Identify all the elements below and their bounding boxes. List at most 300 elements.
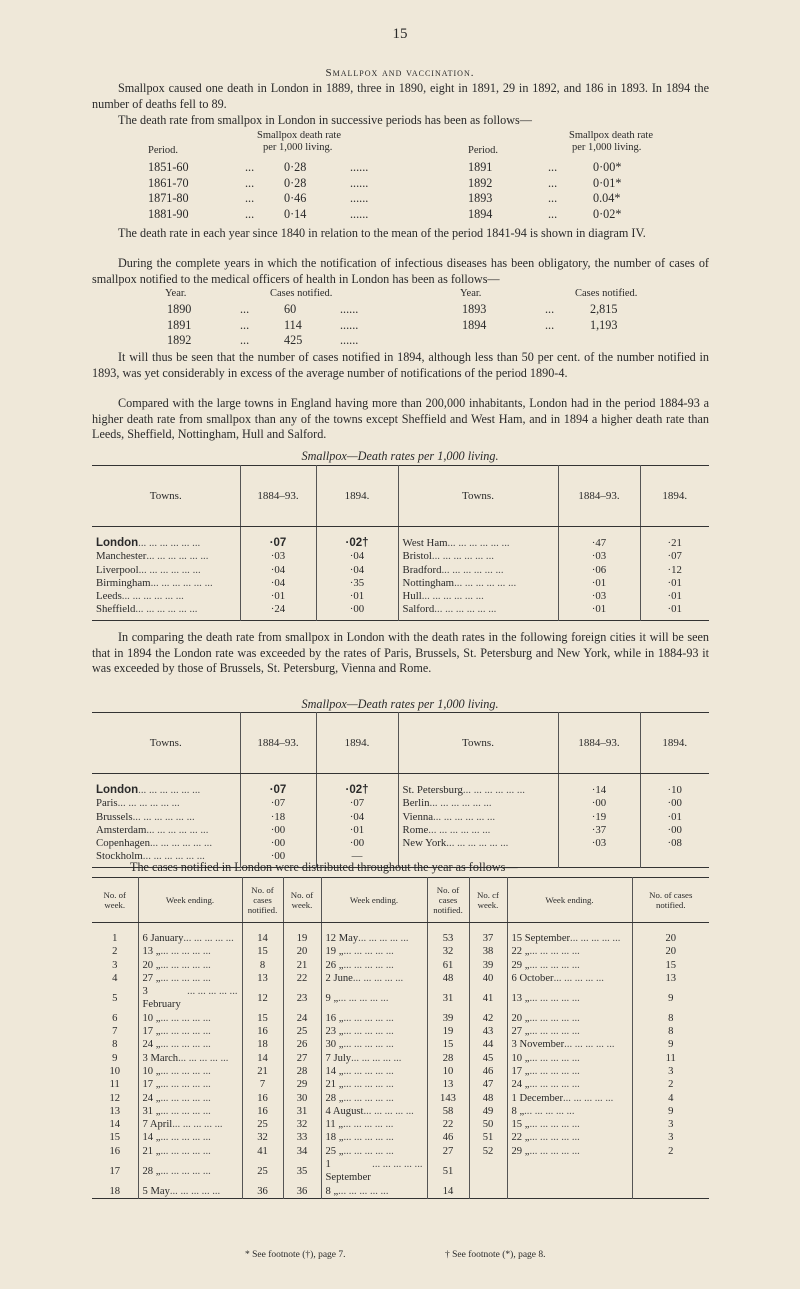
week-ending: 26 „ [325, 959, 344, 971]
rate-period: 1851-60 [148, 160, 189, 174]
leader-dots: ... ... ... ... ... [343, 1145, 394, 1157]
week-ending: 27 „ [142, 972, 161, 984]
weekly-header-no-3: No. cf week. [469, 878, 507, 923]
week-number: 19 [283, 923, 321, 946]
rate-1894: ·00 [667, 797, 682, 810]
week-number: 37 [469, 923, 507, 946]
week-number: 10 [92, 1065, 138, 1078]
week-number: 1 [92, 923, 138, 946]
column-header: 1894. [640, 466, 709, 527]
week-ending: 1 September [325, 1159, 371, 1184]
week-number: 24 [283, 1012, 321, 1025]
rate-col-rate-3: Smallpox death rate [569, 130, 653, 141]
rate-1884-93: ·07 [240, 774, 316, 798]
week-ending: 31 „ [142, 1105, 161, 1117]
week-number: 14 [92, 1118, 138, 1131]
cases-notified: 10 [427, 1065, 469, 1078]
leader-dots: ... ... ... ... ... [338, 1185, 389, 1197]
leader-dots: ... ... ... ... ... [343, 1119, 394, 1131]
cases-year: 1894 [462, 317, 487, 332]
leader-dots: ... ... ... ... ... ... [428, 823, 491, 836]
week-ending-cell [507, 1092, 632, 1105]
town-name: Paris [96, 797, 118, 810]
week-ending-cell [321, 923, 427, 946]
week-ending-cell [507, 1038, 632, 1051]
rate-1884-93: ·14 [558, 774, 640, 798]
table-row [92, 1052, 709, 1065]
week-ending-cell [321, 1052, 427, 1065]
week-ending-cell [321, 1185, 427, 1199]
cases-notified: 2 [668, 1145, 674, 1157]
cases-notified: 2 [668, 1079, 674, 1091]
cases-notified: 20 [665, 933, 677, 944]
rate-value: 0·28 [284, 160, 307, 174]
rate-1884-93: ·03 [240, 550, 316, 563]
town-cell [92, 811, 240, 824]
leader-dots: ... ... ... ... ... ... [142, 850, 205, 863]
leader-dots: ... [545, 317, 555, 332]
week-ending-cell [321, 945, 427, 958]
week-ending: 8 „ [511, 1105, 525, 1117]
town-name: Salford [402, 603, 435, 616]
week-ending-cell [321, 1158, 427, 1185]
cases-notified: 28 [427, 1052, 469, 1065]
week-ending: 6 October [511, 972, 554, 984]
week-number: 28 [283, 1065, 321, 1078]
week-ending: 14 „ [325, 1065, 344, 1077]
week-number: 34 [283, 1145, 321, 1158]
week-number: 7 [92, 1025, 138, 1038]
leader-dots: ... [245, 206, 255, 221]
rate-1894: ·00 [667, 823, 682, 836]
week-ending-cell [321, 1131, 427, 1144]
table-row [92, 590, 709, 603]
week-ending-cell [321, 1118, 427, 1131]
cases-notified: 32 [242, 1131, 283, 1144]
week-ending-cell [321, 1025, 427, 1038]
leader-dots: ... [240, 317, 250, 332]
week-number: 3 [92, 959, 138, 972]
weekly-header-cases-2: No. of cases notified. [427, 878, 469, 923]
leader-dots: ... ... ... ... ... [160, 1039, 211, 1051]
week-ending-cell [138, 985, 242, 1012]
rate-1894: ·35 [316, 577, 398, 590]
table-row [92, 774, 709, 798]
week-ending: 22 „ [511, 1132, 530, 1144]
town-cell [398, 824, 558, 837]
table-row [92, 603, 709, 620]
leader-dots: ... ... ... ... ... [529, 1132, 580, 1144]
rate-1884-93: ·04 [240, 577, 316, 590]
week-ending-cell [138, 1131, 242, 1144]
leader-dots: ... ... ... ... ... [352, 972, 404, 984]
week-number: 2 [92, 945, 138, 958]
week-ending: 18 „ [325, 1132, 344, 1144]
week-ending: 22 „ [511, 946, 530, 958]
leader-dots: ... [240, 302, 250, 316]
rate-1884-93: ·19 [558, 811, 640, 824]
week-number: 50 [469, 1118, 507, 1131]
weekly-header-week-2: Week ending. [321, 878, 427, 923]
rate-1894: — [316, 850, 398, 867]
table-row [92, 811, 709, 824]
week-number: 30 [283, 1092, 321, 1105]
column-header: 1884–93. [558, 713, 640, 774]
week-number: 5 [92, 985, 138, 1012]
rate-value: 0·28 [284, 175, 307, 190]
leader-dots: ... ... ... ... ... ... [150, 576, 213, 589]
cases-notified: 8 [668, 1026, 674, 1038]
leader-dots: ... ... ... ... ... [160, 1105, 211, 1117]
town-name: Vienna [402, 810, 434, 823]
week-ending-cell [321, 1078, 427, 1091]
cases-notified: 13 [242, 972, 283, 985]
week-ending-cell [507, 1078, 632, 1091]
week-number: 12 [92, 1092, 138, 1105]
town-name: Copenhagen [96, 837, 150, 850]
rate-1884-93: ·07 [240, 527, 316, 551]
week-number: 13 [92, 1105, 138, 1118]
cases-notified: 8 [668, 1012, 674, 1024]
town-cell [92, 564, 240, 577]
rate-1894: ·07 [316, 797, 398, 810]
rate-1894: ·00 [316, 603, 398, 620]
cases-count: 425 [284, 333, 303, 347]
leader-dots: ... [548, 160, 558, 174]
leader-dots: ... ... ... ... ... [160, 1012, 211, 1024]
week-ending-cell [138, 1105, 242, 1118]
week-ending: 15 „ [511, 1119, 530, 1131]
town-cell [398, 837, 558, 850]
leader-dots: ... ... ... ... ... ... [446, 837, 509, 850]
town-name: Stockholm [96, 850, 143, 863]
leader-dots: ... ... ... ... ... [529, 1145, 580, 1157]
week-number: 47 [469, 1078, 507, 1091]
cases-notified: 19 [427, 1025, 469, 1038]
week-number [469, 1185, 507, 1199]
cases-notified: 32 [427, 945, 469, 958]
week-ending: 25 „ [325, 1145, 344, 1157]
cases-notified: 15 [242, 945, 283, 958]
leader-dots: ... ... ... ... ... ... [121, 590, 184, 603]
cases-notified: 20 [665, 946, 677, 958]
week-number: 51 [469, 1131, 507, 1144]
leader-dots: ... ... ... ... ... [343, 946, 394, 958]
week-ending: 24 „ [142, 1092, 161, 1104]
week-number: 17 [92, 1158, 138, 1185]
rate-col-period-2: Period. [468, 145, 499, 156]
weekly-cases-table [92, 877, 709, 1199]
week-ending: 27 „ [511, 1026, 530, 1038]
cases-notified: 21 [242, 1065, 283, 1078]
leader-dots: ... ... ... ... ... [524, 1105, 575, 1117]
leader-dots: ... ... ... ... ... [529, 959, 580, 971]
week-number: 15 [92, 1131, 138, 1144]
week-ending: 2 June [325, 972, 353, 984]
table-row [92, 985, 709, 1012]
table-row [92, 1145, 709, 1158]
rate-1894: ·01 [316, 824, 398, 837]
table-row [92, 972, 709, 985]
town-name: Manchester [96, 550, 147, 563]
table-row [92, 1131, 709, 1144]
leader-dots: ... ... ... ... ... [343, 959, 394, 971]
week-ending-cell [507, 1065, 632, 1078]
table-row [92, 1158, 709, 1185]
table-row [92, 1025, 709, 1038]
table-row [92, 1078, 709, 1091]
rate-1884-93: ·06 [558, 564, 640, 577]
cases-notified: 12 [242, 985, 283, 1012]
week-number: 43 [469, 1025, 507, 1038]
cases-notified: 16 [242, 1105, 283, 1118]
table-row [92, 1118, 709, 1131]
leader-dots: ... ... ... ... ... [529, 992, 580, 1004]
cases-year: 1892 [167, 333, 192, 347]
week-ending: 23 „ [325, 1026, 344, 1038]
week-ending-cell [507, 959, 632, 972]
week-number: 8 [92, 1038, 138, 1051]
week-ending-cell [321, 972, 427, 985]
week-ending-cell [507, 985, 632, 1012]
cases-notified: 7 [242, 1078, 283, 1091]
week-number: 23 [283, 985, 321, 1012]
week-ending-cell [321, 1012, 427, 1025]
rate-value: 0·14 [284, 206, 307, 221]
table-row [92, 1065, 709, 1078]
paragraph-notification: During the complete years in which the notification of infectious diseases has been obligatory, the number of cases of smallpox notified to the medical officers of health in London has been as follows— [92, 256, 709, 286]
week-ending-cell [507, 1118, 632, 1131]
rate-value: 0·46 [284, 191, 307, 205]
week-ending: 13 „ [511, 992, 530, 1004]
leader-dots: ... ... ... ... ... [529, 1026, 580, 1038]
cases-year: 1891 [167, 317, 192, 332]
cases-notified: 15 [427, 1038, 469, 1051]
rate-1884-93: ·03 [558, 550, 640, 563]
cases-notified: 8 [242, 959, 283, 972]
week-ending: 10 „ [511, 1052, 530, 1064]
town-name: Hull [402, 590, 422, 603]
town-cell [92, 774, 240, 798]
leader-dots: ...... [350, 191, 369, 205]
table-row [92, 527, 709, 551]
week-ending: 1 December [511, 1092, 563, 1104]
leader-dots: ... ... ... ... ... ... [135, 603, 198, 616]
week-number: 52 [469, 1145, 507, 1158]
week-ending: 20 „ [142, 959, 161, 971]
leader-dots: ... [545, 302, 555, 316]
week-ending-cell [507, 1105, 632, 1118]
rate-period: 1892 [468, 175, 493, 190]
rate-period: 1881-90 [148, 206, 189, 221]
leader-dots: ... ... ... ... ... ... [132, 810, 195, 823]
week-number: 33 [283, 1131, 321, 1144]
leader-dots: ... ... ... ... ... [529, 1065, 580, 1077]
town-name: Leeds [96, 590, 122, 603]
table-row [92, 550, 709, 563]
weekly-header-week-3: Week ending. [507, 878, 632, 923]
week-ending: 30 „ [325, 1039, 344, 1051]
leader-dots: ... ... ... ... ... ... [462, 784, 525, 796]
cases-notified: 58 [427, 1105, 469, 1118]
cases-notified: 14 [427, 1185, 469, 1199]
leader-dots: ... ... ... ... ... ... [138, 784, 201, 796]
cases-notified: 9 [668, 1039, 674, 1051]
leader-dots: ... ... ... ... ... ... [149, 837, 213, 850]
week-number: 39 [469, 959, 507, 972]
town-name: Bradford [402, 563, 442, 576]
town-name: Amsterdam [96, 823, 147, 836]
leader-dots: ... ... ... ... ... [160, 1145, 211, 1157]
rate-1894: ·07 [667, 550, 682, 563]
town-cell [398, 590, 558, 603]
week-ending: 14 „ [142, 1132, 161, 1144]
leader-dots: ... ... ... ... ... ... [433, 810, 496, 823]
leader-dots: ... [548, 191, 558, 205]
cases-notified: 27 [427, 1145, 469, 1158]
week-ending-cell [138, 1025, 242, 1038]
page-number: 15 [392, 26, 408, 42]
column-header: 1884–93. [558, 466, 640, 527]
town-cell [92, 527, 240, 551]
table-row [92, 837, 709, 850]
rate-1884-93: ·37 [558, 824, 640, 837]
town-name: Bristol [402, 550, 432, 563]
leader-dots: ... ... ... ... ... [529, 1012, 580, 1024]
table-row [92, 1105, 709, 1118]
leader-dots: ... ... ... ... ... ... [138, 537, 201, 549]
cases-notified: 46 [427, 1131, 469, 1144]
rate-1894: ·12 [667, 563, 682, 576]
leader-dots: ... ... ... ... ... [564, 1039, 615, 1051]
cases-count: 60 [284, 302, 297, 316]
week-ending-cell [138, 1158, 242, 1185]
town-cell [92, 824, 240, 837]
rate-1894: ·01 [667, 810, 682, 823]
leader-dots: ...... [340, 333, 359, 347]
leader-dots: ... ... ... ... ... [562, 1092, 614, 1104]
cases-year: 1890 [167, 302, 192, 316]
leader-dots: ... ... ... ... ... ... [447, 537, 510, 549]
paragraph-diagram: The death rate in each year since 1840 in relation to the mean of the period 1841-94 is shown in diagram IV. [118, 226, 646, 240]
leader-dots: ... ... ... ... ... [338, 992, 389, 1004]
week-number: 6 [92, 1012, 138, 1025]
town-name: St. Petersburg [402, 784, 463, 796]
week-ending-cell [321, 1092, 427, 1105]
leader-dots: ... ... ... ... ... [160, 1132, 211, 1144]
rate-1894: ·01 [667, 603, 682, 616]
week-ending-cell [138, 1092, 242, 1105]
rate-period: 1871-80 [148, 191, 189, 205]
week-ending-cell [138, 1052, 242, 1065]
column-header: 1894. [316, 713, 398, 774]
cases-notified: 13 [665, 972, 677, 984]
town-cell [92, 590, 240, 603]
town-cell [92, 797, 240, 810]
week-ending-cell [321, 985, 427, 1012]
table-row [92, 1185, 709, 1199]
week-number: 21 [283, 959, 321, 972]
week-ending: 20 „ [511, 1012, 530, 1024]
cases-notified: 53 [427, 923, 469, 946]
town-name: London [96, 784, 139, 796]
paragraph-deaths: Smallpox caused one death in London in 1889, three in 1890, eight in 1891, 29 in 1892, and 186 in 1893. In 1894 the number of deaths fell to 89. [92, 81, 709, 111]
cases-notified: 25 [242, 1158, 283, 1185]
cases-year: 1893 [462, 302, 487, 316]
cases-count: 2,815 [590, 302, 618, 316]
week-ending: 19 „ [325, 946, 344, 958]
leader-dots: ... ... ... ... ... ... [434, 603, 497, 616]
column-header: Towns. [398, 713, 558, 774]
rate-1884-93: ·01 [240, 590, 316, 603]
town-name: Liverpool [96, 563, 139, 576]
cases-notified: 11 [665, 1052, 676, 1064]
cases-notified: 13 [427, 1078, 469, 1091]
week-number: 45 [469, 1052, 507, 1065]
week-ending: 3 March [142, 1052, 179, 1064]
leader-dots: ... ... ... ... ... [529, 1052, 580, 1064]
footnote-2: † See footnote (*), page 8. [445, 1250, 546, 1260]
cases-notified: 51 [427, 1158, 469, 1185]
rate-1884-93: ·04 [240, 564, 316, 577]
table-row [92, 1038, 709, 1051]
rate-1884-93: ·00 [558, 797, 640, 810]
week-ending: 16 „ [325, 1012, 344, 1024]
town-cell [398, 527, 558, 551]
week-ending-cell [321, 1145, 427, 1158]
leader-dots: ...... [350, 206, 369, 221]
leader-dots: ...... [340, 302, 359, 316]
week-number: 22 [283, 972, 321, 985]
town-cell [398, 550, 558, 563]
leader-dots: ... ... ... ... ... [160, 1092, 211, 1104]
week-ending-cell [507, 945, 632, 958]
week-ending: 24 „ [142, 1039, 161, 1051]
week-ending: 7 April [142, 1119, 173, 1131]
paragraph-foreign: In comparing the death rate from smallpox in London with the death rates in the following foreign cities it will be seen that in 1894 the London rate was exceeded by the rates of Paris, Brussels, St. Petersburg and New York, while in 1884-93 it was exceeded by those of Brussels, St. Petersburg, Vienna and Rome. [92, 630, 709, 675]
cases-notified: 48 [427, 972, 469, 985]
rate-1884-93: ·01 [558, 603, 640, 620]
rate-1894: ·01 [667, 590, 682, 603]
town-name: Sheffield [96, 603, 136, 616]
town-cell [92, 577, 240, 590]
week-number: 49 [469, 1105, 507, 1118]
town-cell [92, 837, 240, 850]
week-ending-cell [138, 959, 242, 972]
rate-1894: ·01 [316, 590, 398, 603]
column-header: 1884–93. [240, 466, 316, 527]
paragraph-distribution: The cases notified in London were distributed throughout the year as follows— [130, 860, 518, 874]
week-ending: 21 „ [142, 1145, 161, 1157]
leader-dots: ... [548, 175, 558, 190]
week-ending-cell [138, 1145, 242, 1158]
cases-notified: 25 [242, 1118, 283, 1131]
cases-notified: 36 [242, 1185, 283, 1199]
week-ending: 7 July [325, 1052, 352, 1064]
week-ending: 17 „ [511, 1065, 530, 1077]
leader-dots: ... ... ... ... ... [343, 1079, 394, 1091]
rate-1884-93: ·00 [240, 850, 316, 867]
leader-dots: ... ... ... ... ... ... [117, 797, 180, 810]
week-number: 44 [469, 1038, 507, 1051]
rate-1894: ·04 [316, 564, 398, 577]
leader-dots: ... ... ... ... ... ... [138, 563, 201, 576]
rate-col-period: Period. [148, 145, 179, 156]
leader-dots: ... ... ... ... ... [172, 1119, 223, 1131]
week-ending-cell [138, 923, 242, 946]
week-number: 16 [92, 1145, 138, 1158]
cases-notified: 16 [242, 1025, 283, 1038]
